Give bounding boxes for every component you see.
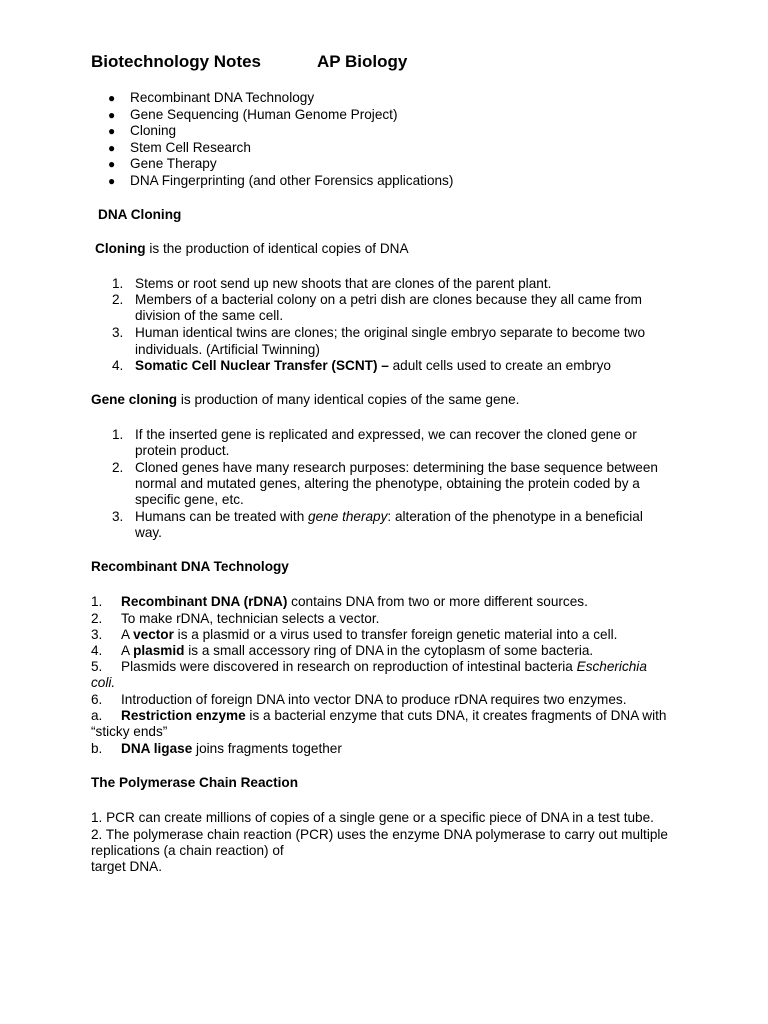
list-item-continued: protein product. (135, 443, 230, 458)
term: gene therapy (308, 509, 388, 524)
list-item (135, 509, 643, 525)
list-item: If the inserted gene is replicated and expressed, we can recover the cloned gene or (135, 427, 637, 442)
definition-text: is the production of identical copies of DNA (145, 241, 409, 256)
bullet-icon: ● (108, 124, 116, 138)
item-number: 6. (91, 692, 103, 707)
cloning-definition (95, 241, 409, 257)
list-item-continued: way. (135, 525, 162, 540)
list-item-continued: coli. (91, 675, 116, 690)
term: Somatic Cell Nuclear Transfer (SCNT) – (135, 358, 389, 373)
item-number: 4. (112, 358, 124, 373)
term: Recombinant DNA (rDNA) (121, 594, 288, 609)
list-item: Cloning (130, 123, 177, 138)
item-text: contains DNA from two or more different sources. (287, 594, 588, 609)
gene-cloning-definition (91, 392, 519, 408)
list-item: Stems or root send up new shoots that are clones of the parent plant. (135, 276, 552, 291)
item-number: 4. (91, 643, 103, 658)
item-number: 1. (112, 427, 124, 442)
item-text: Plasmids were discovered in research on reproduction of intestinal bacteria (121, 659, 577, 674)
list-item-continued: “sticky ends” (91, 724, 168, 739)
item-number: 2. (112, 460, 124, 475)
item-text: is a plasmid or a virus used to transfer foreign genetic material into a cell. (173, 627, 618, 642)
term: plasmid (133, 643, 185, 658)
item-text: joins fragments together (192, 741, 342, 756)
list-item-continued: specific gene, etc. (135, 492, 244, 507)
paragraph-line: replications (a chain reaction) of (91, 843, 284, 858)
list-item (121, 643, 593, 659)
bullet-icon: ● (108, 157, 116, 171)
bullet-icon: ● (108, 141, 116, 155)
term: vector (133, 627, 174, 642)
section-heading-pcr: The Polymerase Chain Reaction (91, 775, 298, 790)
item-number: 5. (91, 659, 103, 674)
list-item: Stem Cell Research (130, 140, 251, 155)
term: Gene cloning (91, 392, 178, 407)
list-item (121, 708, 666, 724)
list-item (121, 741, 342, 757)
paragraph-line: 2. The polymerase chain reaction (PCR) uses the enzyme DNA polymerase to carry out multiple (91, 827, 668, 842)
section-heading-recombinant: Recombinant DNA Technology (91, 559, 289, 574)
list-item: DNA Fingerprinting (and other Forensics applications) (130, 173, 454, 188)
list-item: Introduction of foreign DNA into vector DNA to produce rDNA requires two enzymes. (121, 692, 627, 707)
item-number: 1. (112, 276, 124, 291)
item-number: 3. (91, 627, 103, 642)
section-heading-dna-cloning: DNA Cloning (98, 207, 182, 222)
item-number: 2. (91, 611, 103, 626)
bullet-icon: ● (108, 174, 116, 188)
list-item-continued: individuals. (Artificial Twinning) (135, 342, 320, 357)
bullet-icon: ● (108, 108, 116, 122)
list-item: Members of a bacterial colony on a petri dish are clones because they all came from (135, 292, 642, 307)
term: Escherichia (576, 659, 647, 674)
item-number: 2. (112, 292, 124, 307)
item-text: adult cells used to create an embryo (388, 358, 611, 373)
paragraph-line: target DNA. (91, 859, 163, 874)
list-item: To make rDNA, technician selects a vector. (121, 611, 380, 626)
list-item: Gene Therapy (130, 156, 217, 171)
item-number: 3. (112, 325, 124, 340)
term: Restriction enzyme (121, 708, 246, 723)
list-item: Recombinant DNA Technology (130, 90, 315, 105)
item-number: 1. (91, 594, 103, 609)
item-text: A (121, 643, 134, 658)
list-item (121, 627, 617, 643)
page-subject: AP Biology (317, 52, 408, 71)
list-item-continued: normal and mutated genes, altering the phenotype, obtaining the protein coded by a (135, 476, 640, 491)
paragraph-line: 1. PCR can create millions of copies of a single gene or a specific piece of DNA in a test tube. (91, 810, 654, 825)
item-text: is a small accessory ring of DNA in the cytoplasm of some bacteria. (184, 643, 594, 658)
item-number: 3. (112, 509, 124, 524)
definition-text: is production of many identical copies of the same gene. (177, 392, 520, 407)
list-item (121, 594, 588, 610)
list-item: Human identical twins are clones; the original single embryo separate to become two (135, 325, 646, 340)
term: DNA ligase (121, 741, 193, 756)
list-item (135, 358, 611, 374)
item-number: b. (91, 741, 103, 756)
item-text: is a bacterial enzyme that cuts DNA, it creates fragments of DNA with (245, 708, 667, 723)
list-item (121, 659, 647, 675)
list-item-continued: division of the same cell. (135, 308, 284, 323)
item-text: A (121, 627, 134, 642)
page-title: Biotechnology Notes (91, 52, 262, 71)
item-number: a. (91, 708, 103, 723)
term: Cloning (95, 241, 146, 256)
list-item: Cloned genes have many research purposes: determining the base sequence between (135, 460, 658, 475)
list-item: Gene Sequencing (Human Genome Project) (130, 107, 398, 122)
item-text: : alteration of the phenotype in a beneficial (387, 509, 643, 524)
item-text: Humans can be treated with (135, 509, 309, 524)
bullet-icon: ● (108, 91, 116, 105)
